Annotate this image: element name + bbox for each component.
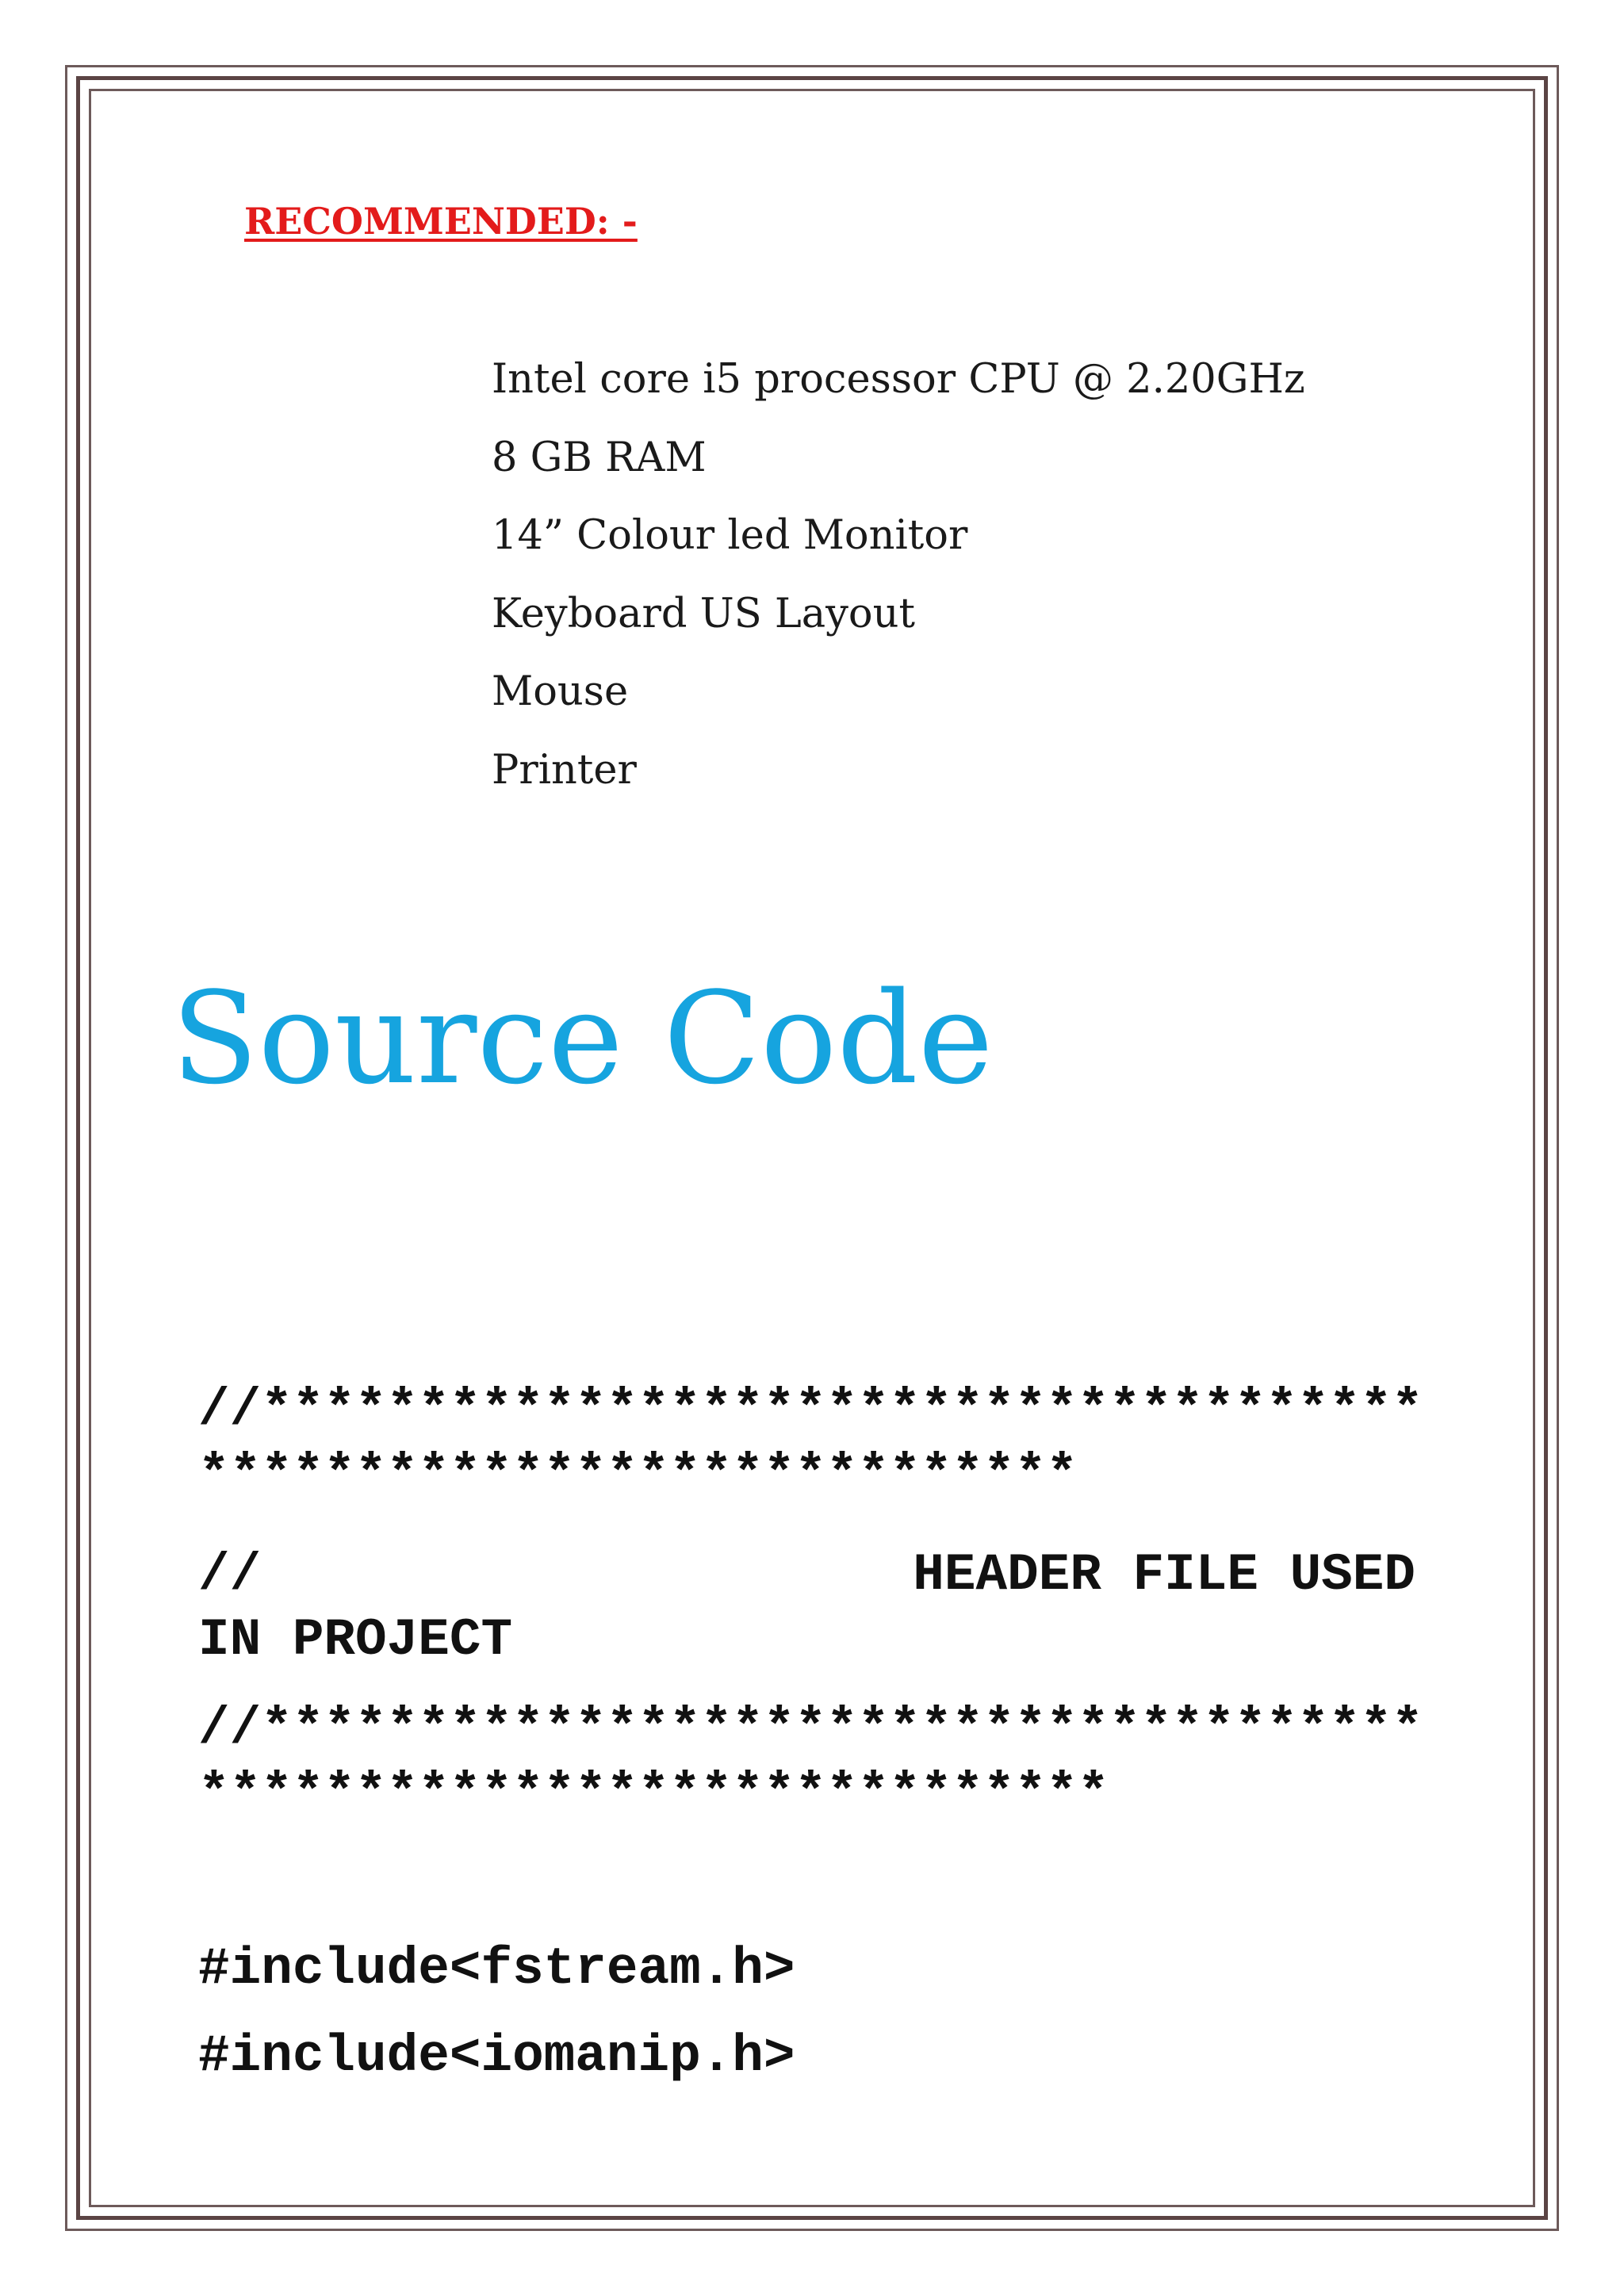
code-line: *****************************	[198, 1764, 1109, 1823]
code-line: #include<fstream.h>	[198, 1939, 795, 1999]
list-item: Printer	[492, 746, 637, 794]
code-line: //*************************************	[198, 1380, 1423, 1440]
code-line: #include<iomanip.h>	[198, 2026, 795, 2086]
requirements-list	[492, 352, 1305, 821]
list-item: Intel core i5 processor CPU @ 2.20GHz	[492, 356, 1305, 403]
comment-prefix: //	[198, 1545, 262, 1605]
recommended-heading: RECOMMENDED: -	[244, 200, 638, 243]
list-item: Mouse	[492, 668, 629, 715]
include-fstream	[198, 1937, 1415, 2002]
section-title: Source Code	[171, 964, 994, 1112]
code-line: IN PROJECT	[198, 1610, 513, 1670]
comment-text: HEADER FILE USED	[913, 1545, 1415, 1605]
code-line: ****************************	[198, 1445, 1078, 1505]
code-line: //*************************************	[198, 1699, 1423, 1758]
list-item: 14” Colour led Monitor	[492, 512, 968, 559]
list-item: Keyboard US Layout	[492, 590, 915, 637]
include-iomanip	[198, 2024, 1415, 2089]
header-comment	[198, 1543, 1415, 1673]
comment-block-bottom	[198, 1697, 1423, 1827]
list-item: 8 GB RAM	[492, 434, 707, 481]
comment-block-top	[198, 1378, 1423, 1508]
header-comment-line	[198, 1543, 1415, 1608]
